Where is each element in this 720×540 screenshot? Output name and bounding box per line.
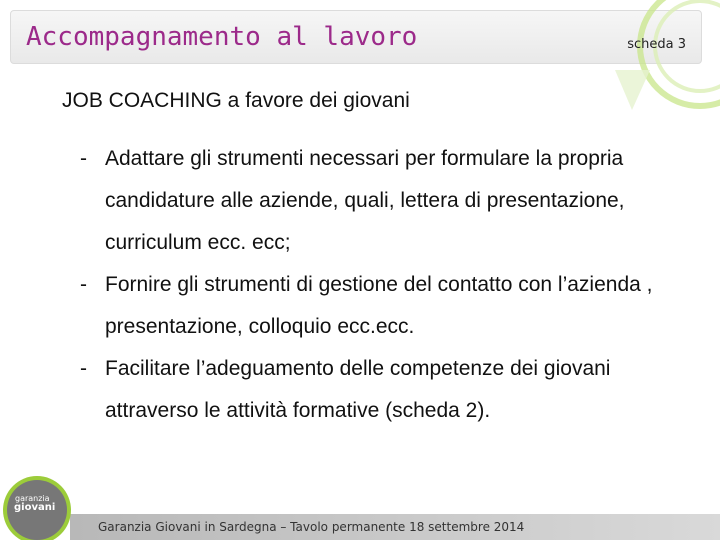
bullet-text: Facilitare l’adeguamento delle competenze dei giovani attraverso le attività formative (scheda 2). (105, 357, 611, 422)
footer-text: Garanzia Giovani in Sardegna – Tavolo permanente 18 settembre 2014 (98, 520, 525, 534)
slide-subtitle: JOB COACHING a favore dei giovani (62, 89, 410, 112)
bullet-text: Fornire gli strumenti di gestione del contatto con l’azienda , presentazione, colloquio ecc.ecc. (105, 273, 653, 338)
section-label: scheda 3 (627, 37, 686, 52)
bullet-dash: - (80, 147, 87, 170)
bullet-list (80, 138, 680, 432)
page-title: Accompagnamento al lavoro (26, 22, 418, 52)
logo-text-line2: giovani (14, 502, 56, 513)
bullet-item (80, 264, 680, 348)
decorative-rings-icon (580, 0, 720, 130)
bullet-dash: - (80, 357, 87, 380)
bullet-item (80, 138, 680, 264)
bullet-dash: - (80, 273, 87, 296)
bullet-item (80, 348, 680, 432)
logo-text-line1: garanzia (15, 494, 50, 503)
bullet-text: Adattare gli strumenti necessari per formulare la propria candidature alle aziende, quali, lettera di presentazione, curriculum ecc. ecc; (105, 147, 625, 254)
